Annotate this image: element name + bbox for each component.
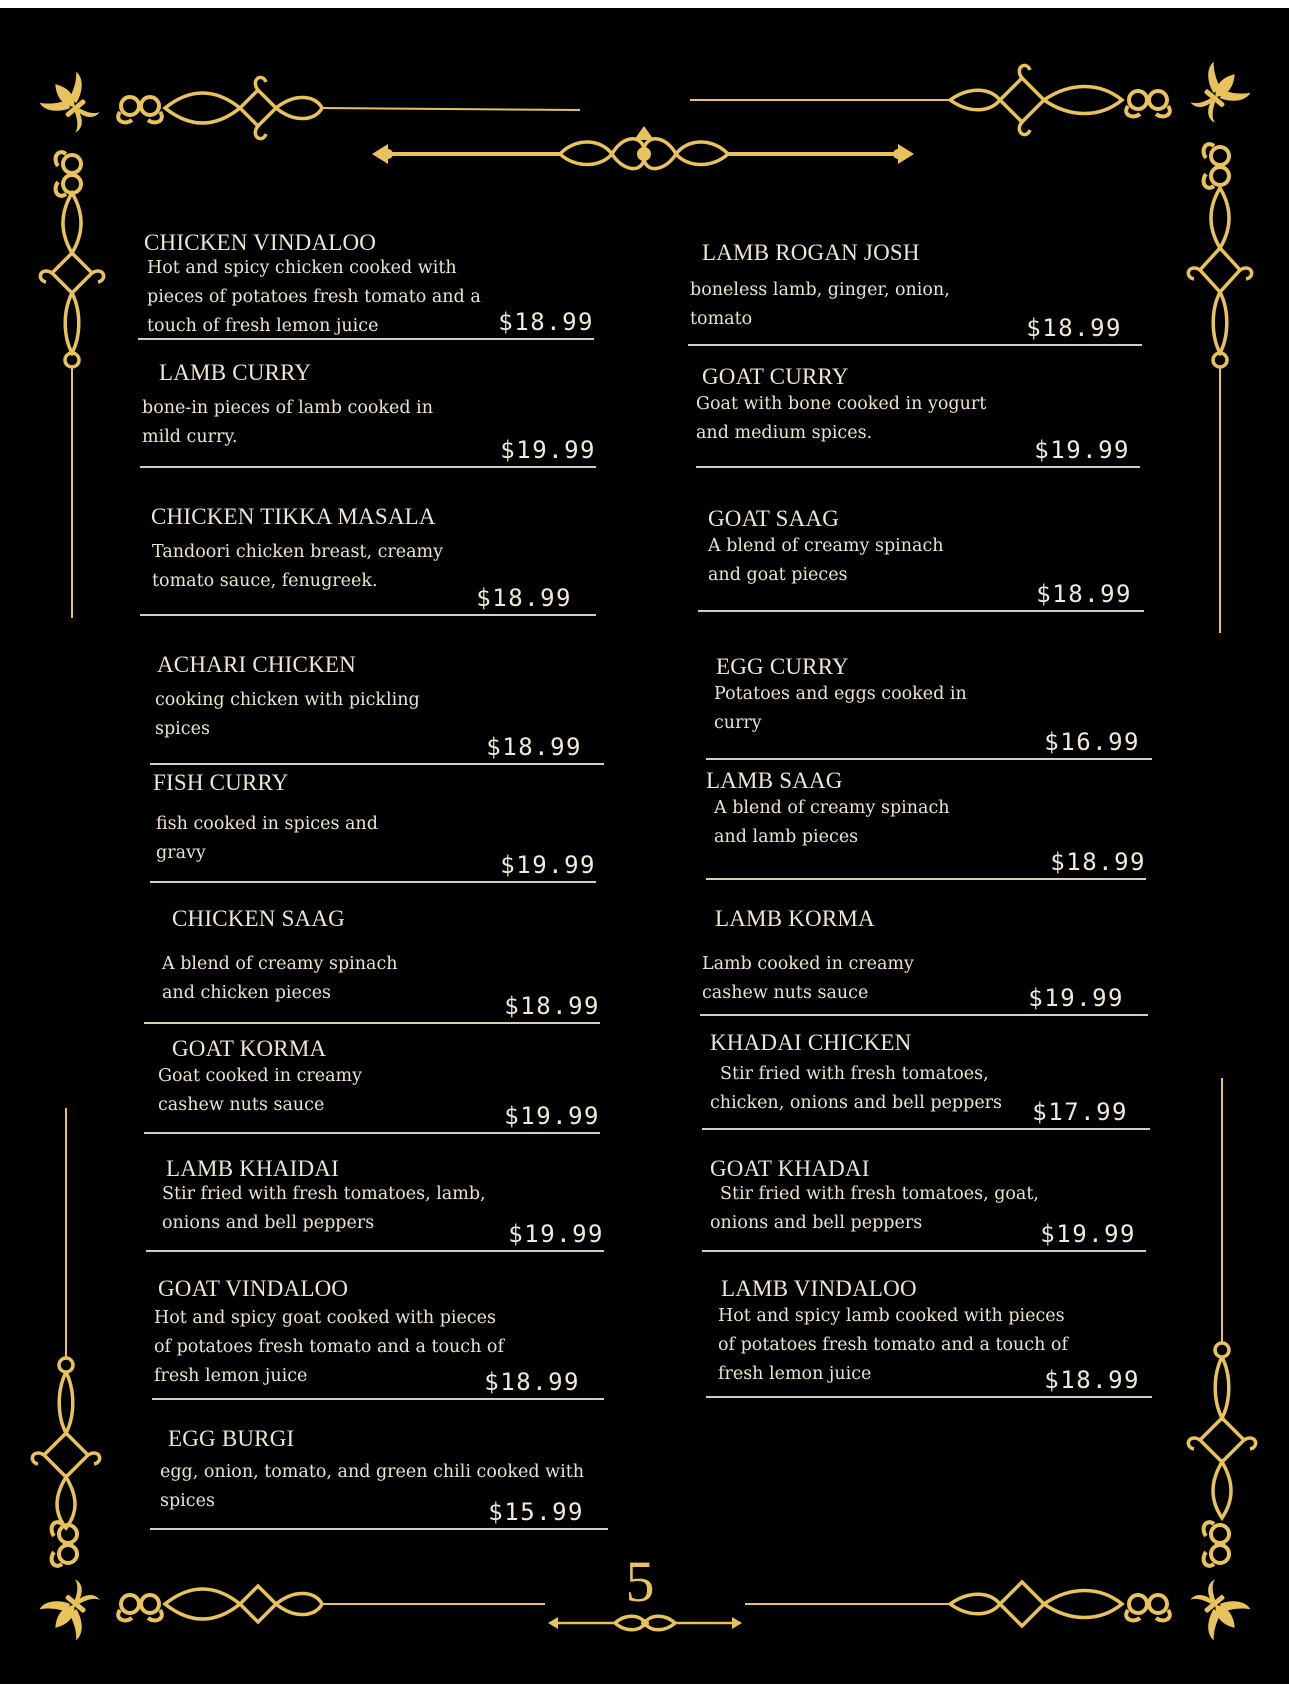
item-description: Goat with bone cooked in yogurt and medium spices. [696,394,987,443]
item-name: EGG BURGI [168,1426,295,1451]
item-name: KHADAI CHICKEN [710,1030,912,1055]
item-description: A blend of creamy spinach and goat pieces [708,536,944,585]
item-divider [706,758,1152,760]
item-description: bone-in pieces of lamb cooked in mild curry. [142,398,433,447]
item-name: ACHARI CHICKEN [157,652,356,677]
item-price: $19.99 [508,1220,604,1248]
item-description: Lamb cooked in creamy cashew nuts sauce [702,954,914,1003]
item-description: A blend of creamy spinach and chicken pieces [162,954,398,1003]
item-name: CHICKEN TIKKA MASALA [151,504,436,529]
item-name: GOAT SAAG [708,506,840,531]
item-price: $17.99 [1032,1098,1128,1126]
item-description: A blend of creamy spinach and lamb pieces [714,798,950,847]
menu-item-goat-khadai [702,1156,1146,1252]
item-price: $18.99 [476,584,572,612]
menu-item-lamb-korma [700,906,1148,1016]
item-divider [144,1022,600,1024]
item-divider [150,881,596,883]
menu-item-achari-chicken [150,652,604,765]
menu-item-lamb-khaidai [146,1156,604,1252]
item-description: Stir fried with fresh tomatoes, goat, onions and bell peppers [710,1184,1039,1233]
item-price: $18.99 [484,1368,580,1396]
menu-item-lamb-rogan-josh [688,240,1142,346]
menu-item-goat-vindaloo [152,1276,604,1400]
menu-item-goat-saag [698,506,1144,612]
page-number: 5 [625,1549,655,1614]
item-description: Goat cooked in creamy cashew nuts sauce [158,1066,363,1115]
menu-item-fish-curry [150,770,596,883]
menu-item-lamb-curry [140,360,596,468]
item-name: LAMB VINDALOO [721,1276,917,1301]
item-price: $19.99 [500,436,596,464]
menu-item-khadai-chicken [702,1030,1150,1130]
item-price: $15.99 [488,1498,584,1526]
item-divider [688,344,1142,346]
item-name: LAMB SAAG [706,768,843,793]
item-price: $19.99 [504,1102,600,1130]
item-name: LAMB CURRY [159,360,312,385]
item-name: LAMB ROGAN JOSH [702,240,920,265]
menu-item-egg-curry [706,654,1152,760]
menu-item-egg-burgi [150,1426,608,1530]
item-price: $18.99 [504,992,600,1020]
item-description: Stir fried with fresh tomatoes, lamb, onions and bell peppers [162,1184,486,1233]
item-divider [150,763,604,765]
menu-item-lamb-saag [706,768,1146,880]
item-divider [706,878,1146,880]
item-divider [146,1250,604,1252]
item-description: Potatoes and eggs cooked in curry [714,684,967,733]
item-price: $19.99 [1034,436,1130,464]
item-price: $18.99 [1050,848,1146,876]
menu-item-chicken-vindaloo [138,230,594,340]
item-description: Hot and spicy chicken cooked with pieces of potatoes fresh tomato and a touch of fresh lemon juice [147,258,481,336]
menu-item-chicken-tikka-masala [140,504,596,616]
item-divider [698,610,1144,612]
item-name: CHICKEN VINDALOO [144,230,377,255]
item-name: GOAT KHADAI [710,1156,870,1181]
item-name: FISH CURRY [153,770,289,795]
item-divider [702,1128,1150,1130]
item-description: Hot and spicy lamb cooked with pieces of potatoes fresh tomato and a touch of fresh lemon juice [718,1306,1068,1384]
item-name: GOAT KORMA [172,1036,327,1061]
menu-item-goat-curry [696,364,1140,468]
item-name: EGG CURRY [716,654,849,679]
item-price: $19.99 [1040,1220,1136,1248]
item-price: $18.99 [1036,580,1132,608]
item-description: boneless lamb, ginger, onion, tomato [690,280,950,329]
item-divider [140,466,596,468]
item-divider [140,614,596,616]
item-name: GOAT VINDALOO [158,1276,349,1301]
item-description: Tandoori chicken breast, creamy tomato sauce, fenugreek. [152,542,444,591]
item-price: $19.99 [500,851,596,879]
menu-item-goat-korma [144,1036,600,1134]
item-name: LAMB KHAIDAI [166,1156,339,1181]
item-name: LAMB KORMA [715,906,875,931]
item-divider [706,1396,1152,1398]
item-price: $19.99 [1028,984,1124,1012]
item-price: $18.99 [1026,314,1122,342]
item-description: Stir fried with fresh tomatoes, chicken, onions and bell peppers [710,1064,1003,1113]
item-divider [152,1398,604,1400]
item-price: $18.99 [1044,1366,1140,1394]
item-divider [150,1528,608,1530]
menu-item-lamb-vindaloo [706,1276,1152,1398]
item-divider [700,1014,1148,1016]
item-name: CHICKEN SAAG [172,906,345,931]
item-price: $18.99 [486,733,582,761]
item-price: $16.99 [1044,728,1140,756]
item-description: Hot and spicy goat cooked with pieces of potatoes fresh tomato and a touch of fresh lemon juice [154,1308,504,1386]
menu-item-chicken-saag [144,906,600,1024]
menu-page [0,8,1289,1684]
item-divider [138,338,594,340]
item-price: $18.99 [498,308,594,336]
item-divider [144,1132,600,1134]
item-description: egg, onion, tomato, and green chili cooked with spices [160,1462,584,1511]
item-description: cooking chicken with pickling spices [155,690,420,739]
item-description: fish cooked in spices and gravy [156,814,378,863]
item-name: GOAT CURRY [702,364,849,389]
item-divider [702,1250,1146,1252]
item-divider [696,466,1140,468]
